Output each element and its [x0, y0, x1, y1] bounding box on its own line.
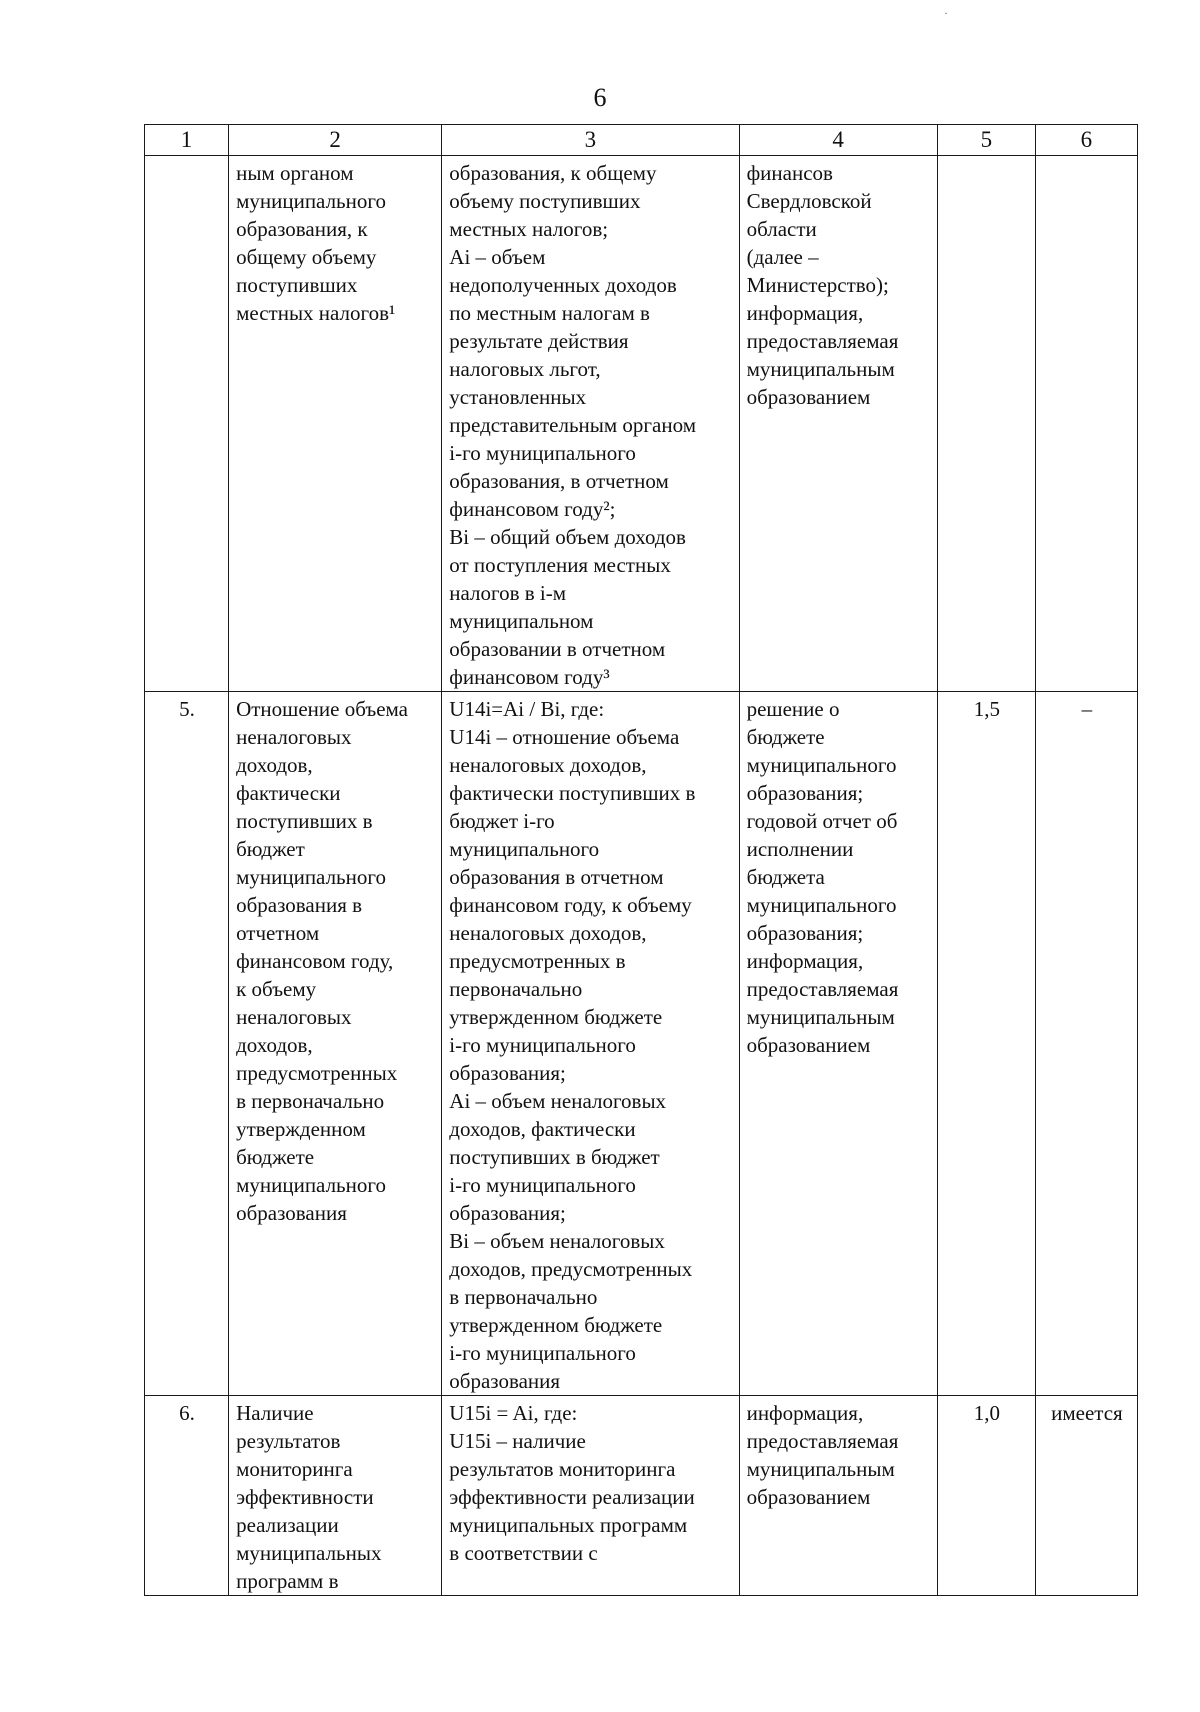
indicator-name-line: местных налогов¹ [236, 301, 396, 325]
indicator-name-line: бюджете [236, 1145, 315, 1169]
formula-line: образования, к общему [449, 161, 657, 185]
indicator-name-cell-text [236, 1399, 435, 1595]
formula-line: i-го муниципального [449, 1341, 636, 1365]
formula-line: налогов в i-м [449, 581, 567, 605]
formula-line: первоначально [449, 977, 583, 1001]
formula-line: образования в отчетном [449, 865, 664, 889]
indicator-name-line: муниципального [236, 1173, 386, 1197]
indicator-name-line: фактически [236, 781, 341, 805]
indicator-name-line: доходов, [236, 753, 313, 777]
row-number: 5. [179, 697, 195, 721]
page-number: 6 [593, 83, 607, 112]
indicator-name-line: образования, к [236, 217, 368, 241]
table-header [145, 125, 1138, 156]
formula-line: поступивших в бюджет [449, 1145, 660, 1169]
note-cell [1035, 156, 1137, 692]
scan-corner-mark: · [944, 6, 948, 20]
indicator-name-line: муниципального [236, 189, 386, 213]
indicator-name-line: мониторинга [236, 1457, 353, 1481]
formula-line: Ai – объем [449, 245, 546, 269]
formula-line: i-го муниципального [449, 1033, 636, 1057]
indicator-name-line: программ в [236, 1569, 339, 1593]
indicator-name-line: к объему [236, 977, 317, 1001]
formula-line: результатов мониторинга [449, 1457, 676, 1481]
formula-line: финансовом году²; [449, 497, 616, 521]
source-cell-text [747, 1399, 931, 1511]
indicator-name-cell [229, 156, 442, 692]
source-line: образованием [746, 1485, 871, 1509]
indicator-name-line: общему объему [236, 245, 377, 269]
indicator-name-line: реализации [236, 1513, 339, 1537]
indicator-name-line: поступивших в [236, 809, 373, 833]
indicator-name-line: Наличие [236, 1401, 314, 1425]
formula-line: финансовом году, к объему [449, 893, 692, 917]
indicator-name-line: отчетном [236, 921, 320, 945]
note-value: имеется [1051, 1401, 1123, 1425]
formula-line: утвержденном бюджете [449, 1005, 663, 1029]
indicator-name-cell-text [236, 695, 435, 1227]
formula-line: муниципальном [449, 609, 594, 633]
indicator-name-line: поступивших [236, 273, 358, 297]
source-line: финансов [746, 161, 833, 185]
header-col-5: 5 [937, 125, 1035, 156]
formula-cell-text [449, 695, 732, 1395]
indicator-name-line: утвержденном [236, 1117, 366, 1141]
weight-cell [937, 156, 1035, 692]
source-line: Свердловской [746, 189, 872, 213]
formula-line: предусмотренных в [449, 949, 626, 973]
header-col-2: 2 [229, 125, 442, 156]
source-line: информация, [746, 949, 864, 973]
header-col-4: 4 [739, 125, 937, 156]
formula-cell [442, 692, 739, 1396]
source-line: информация, [746, 1401, 864, 1425]
indicator-name-line: неналоговых [236, 1005, 352, 1029]
source-line: муниципальным [746, 357, 895, 381]
source-line: образования; [746, 921, 864, 945]
indicator-name-line: бюджет [236, 837, 305, 861]
source-line: муниципального [746, 893, 897, 917]
header-col-3: 3 [442, 125, 739, 156]
formula-line: доходов, фактически [449, 1117, 636, 1141]
indicator-name-line: предусмотренных [236, 1061, 398, 1085]
formula-line: i-го муниципального [449, 1173, 636, 1197]
indicator-name-line: муниципального [236, 865, 386, 889]
source-line: бюджета [746, 865, 825, 889]
source-line: области [746, 217, 817, 241]
formula-line: неналоговых доходов, [449, 753, 647, 777]
indicator-name-cell-text [236, 159, 435, 327]
source-line: исполнении [746, 837, 854, 861]
source-line: решение о [746, 697, 840, 721]
formula-line: финансовом году³ [449, 665, 610, 689]
indicator-name-line: Отношение объема [236, 697, 409, 721]
formula-line: установленных [449, 385, 587, 409]
formula-line: представительным органом [449, 413, 696, 437]
source-cell-text [747, 695, 931, 1059]
formula-line: U14i – отношение объема [449, 725, 680, 749]
formula-line: по местным налогам в [449, 301, 650, 325]
row-number-cell [145, 692, 229, 1396]
source-line: информация, [746, 301, 864, 325]
indicator-name-line: образования [236, 1201, 347, 1225]
weight-cell [937, 692, 1035, 1396]
formula-line: образования, в отчетном [449, 469, 669, 493]
header-col-1: 1 [145, 125, 229, 156]
indicator-name-cell [229, 1396, 442, 1596]
formula-cell-text [449, 159, 732, 691]
source-cell [739, 156, 937, 692]
formula-line: U15i – наличие [449, 1429, 586, 1453]
formula-line: муниципального [449, 837, 600, 861]
formula-line: от поступления местных [449, 553, 671, 577]
source-line: образованием [746, 1033, 871, 1057]
table-row-continued [145, 156, 1138, 692]
weight-value: 1,0 [973, 1401, 1000, 1425]
weight-value: 1,5 [973, 697, 1000, 721]
formula-line: эффективности реализации [449, 1485, 695, 1509]
table-row-6 [145, 1396, 1138, 1596]
indicator-name-line: неналоговых [236, 725, 352, 749]
source-line: предоставляемая [746, 329, 899, 353]
indicator-name-cell [229, 692, 442, 1396]
formula-line: образования; [449, 1061, 566, 1085]
source-line: образованием [746, 385, 871, 409]
formula-cell [442, 156, 739, 692]
formula-line: неналоговых доходов, [449, 921, 647, 945]
indicator-name-line: муниципальных [236, 1541, 382, 1565]
indicator-name-line: доходов, [236, 1033, 313, 1057]
indicator-name-line: результатов [236, 1429, 341, 1453]
weight-cell [937, 1396, 1035, 1596]
note-cell [1035, 1396, 1137, 1596]
formula-line: Ai – объем неналоговых [449, 1089, 667, 1113]
source-line: муниципальным [746, 1005, 895, 1029]
formula-line: доходов, предусмотренных [449, 1257, 693, 1281]
formula-line: муниципальных программ [449, 1513, 688, 1537]
indicator-name-line: образования в [236, 893, 363, 917]
formula-line: Bi – общий объем доходов [449, 525, 686, 549]
formula-line: недополученных доходов [449, 273, 677, 297]
source-line: годовой отчет об [746, 809, 898, 833]
indicator-name-line: ным органом [236, 161, 354, 185]
source-cell [739, 1396, 937, 1596]
formula-line: в соответствии с [449, 1541, 598, 1565]
formula-line: местных налогов; [449, 217, 609, 241]
source-line: образования; [746, 781, 864, 805]
formula-line: i-го муниципального [449, 441, 636, 465]
source-line: предоставляемая [746, 977, 899, 1001]
indicator-name-line: финансовом году, [236, 949, 394, 973]
indicator-name-line: в первоначально [236, 1089, 385, 1113]
formula-line: объему поступивших [449, 189, 641, 213]
formula-cell-text [449, 1399, 732, 1567]
source-line: муниципальным [746, 1457, 895, 1481]
source-cell-text [747, 159, 931, 411]
note-cell [1035, 692, 1137, 1396]
row-number-cell [145, 1396, 229, 1596]
source-line: бюджете [746, 725, 825, 749]
criteria-table [144, 124, 1138, 1596]
table-body [145, 156, 1138, 1596]
formula-line: утвержденном бюджете [449, 1313, 663, 1337]
note-value: – [1081, 697, 1093, 721]
formula-line: налоговых льгот, [449, 357, 601, 381]
formula-line: результате действия [449, 329, 629, 353]
formula-line: Bi – объем неналоговых [449, 1229, 665, 1253]
header-row [145, 125, 1138, 156]
formula-line: фактически поступивших в [449, 781, 696, 805]
formula-line: образования; [449, 1201, 566, 1225]
row-number-cell [145, 156, 229, 692]
formula-line: U14i=Ai / Bi, где: [449, 697, 605, 721]
formula-line: U15i = Ai, где: [449, 1401, 578, 1425]
header-col-6: 6 [1035, 125, 1137, 156]
source-line: предоставляемая [746, 1429, 899, 1453]
source-line: Министерство); [746, 273, 889, 297]
formula-line: образования [449, 1369, 561, 1393]
source-line: муниципального [746, 753, 897, 777]
table-row-5 [145, 692, 1138, 1396]
source-line: (далее – [746, 245, 819, 269]
source-cell [739, 692, 937, 1396]
formula-line: бюджет i-го [449, 809, 555, 833]
row-number: 6. [179, 1401, 195, 1425]
indicator-name-line: эффективности [236, 1485, 374, 1509]
formula-line: образовании в отчетном [449, 637, 666, 661]
formula-cell [442, 1396, 739, 1596]
formula-line: в первоначально [449, 1285, 598, 1309]
